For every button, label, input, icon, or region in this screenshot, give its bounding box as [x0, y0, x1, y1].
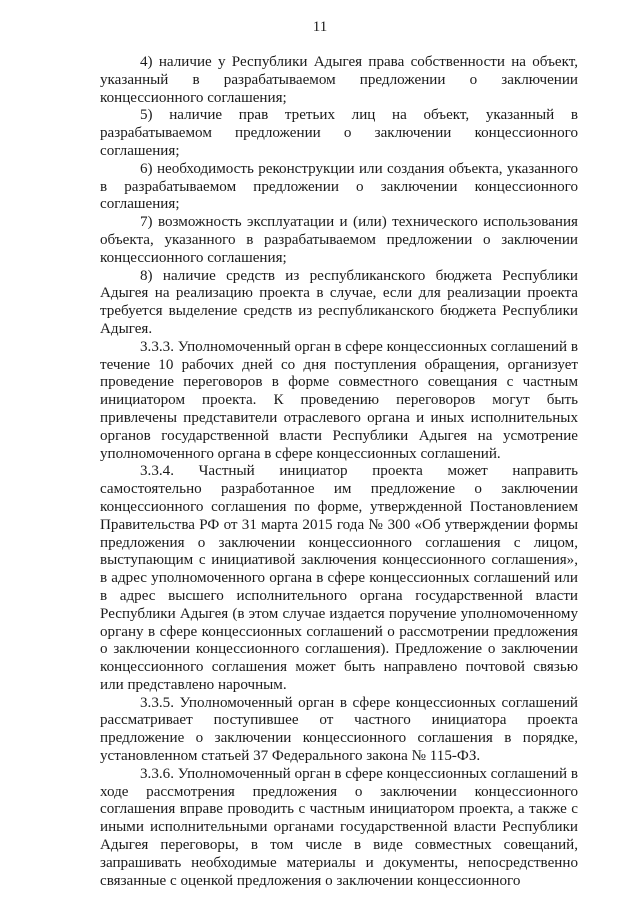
document-body: [100, 54, 578, 890]
paragraph-3-3-4: 3.3.4. Частный инициатор проекта может направить самостоятельно разработанное им предложение о заключении концессионного соглашения по форме, утвержденной Постановлением Правительства РФ от 31 марта 2015 года № 300 «Об утверждении формы предложения о заключении концессионного соглашения с лицом, выступающим с инициативой заключения концессионного соглашения», в адрес уполномоченного органа в сфере концессионных соглашений или в адрес высшего исполнительного органа государственной власти Республики Адыгея (в этом случае издается поручение уполномоченному органу в сфере концессионных соглашений о рассмотрении предложения о заключении концессионного соглашения). Предложение о заключении концессионного соглашения может быть направлено почтовой связью или представлено нарочным.: [100, 463, 578, 693]
paragraph-3-3-5: 3.3.5. Уполномоченный орган в сфере концессионных соглашений рассматривает поступившее от частного инициатора проекта предложение о заключении концессионного соглашения в порядке, установленном статьей 37 Федерального закона № 115-ФЗ.: [100, 694, 578, 765]
paragraph-3-3-3: 3.3.3. Уполномоченный орган в сфере концессионных соглашений в течение 10 рабочих дней со дня поступления обращения, организует проведение переговоров в форме совместного совещания с частным инициатором проекта. К проведению переговоров могут быть привлечены представители отраслевого органа и иных исполнительных органов государственной власти Республики Адыгея на усмотрение уполномоченного органа в сфере концессионных соглашений.: [100, 338, 578, 462]
paragraph-3-3-6: 3.3.6. Уполномоченный орган в сфере концессионных соглашений в ходе рассмотрения предложения о заключении концессионного соглашения вправе проводить с частным инициатором проекта, а также с иными исполнительными органами государственной власти Республики Адыгея переговоры, в том числе в виде совместных совещаний, запрашивать необходимые материалы и документы, непосредственно связанные с оценкой предложения о заключении концессионного: [100, 765, 578, 889]
page-number: 11: [312, 19, 328, 35]
paragraph-item-7: 7) возможность эксплуатации и (или) технического использования объекта, указанного в разрабатываемом предложении о заключении концессионного соглашения;: [100, 214, 578, 266]
paragraph-item-8: 8) наличие средств из республиканского бюджета Республики Адыгея на реализацию проекта в случае, если для реализации проекта требуется выделение средств из республиканского бюджета Республики Адыгея.: [100, 267, 578, 337]
paragraph-item-6: 6) необходимость реконструкции или создания объекта, указанного в разрабатываемом предложении о заключении концессионного соглашения;: [100, 160, 578, 213]
paragraph-item-5: 5) наличие прав третьих лиц на объект, указанный в разрабатываемом предложении о заключении концессионного соглашения;: [100, 107, 578, 159]
paragraph-item-4: 4) наличие у Республики Адыгея права собственности на объект, указанный в разрабатываемом предложении о заключении концессионного соглашения;: [100, 54, 578, 106]
